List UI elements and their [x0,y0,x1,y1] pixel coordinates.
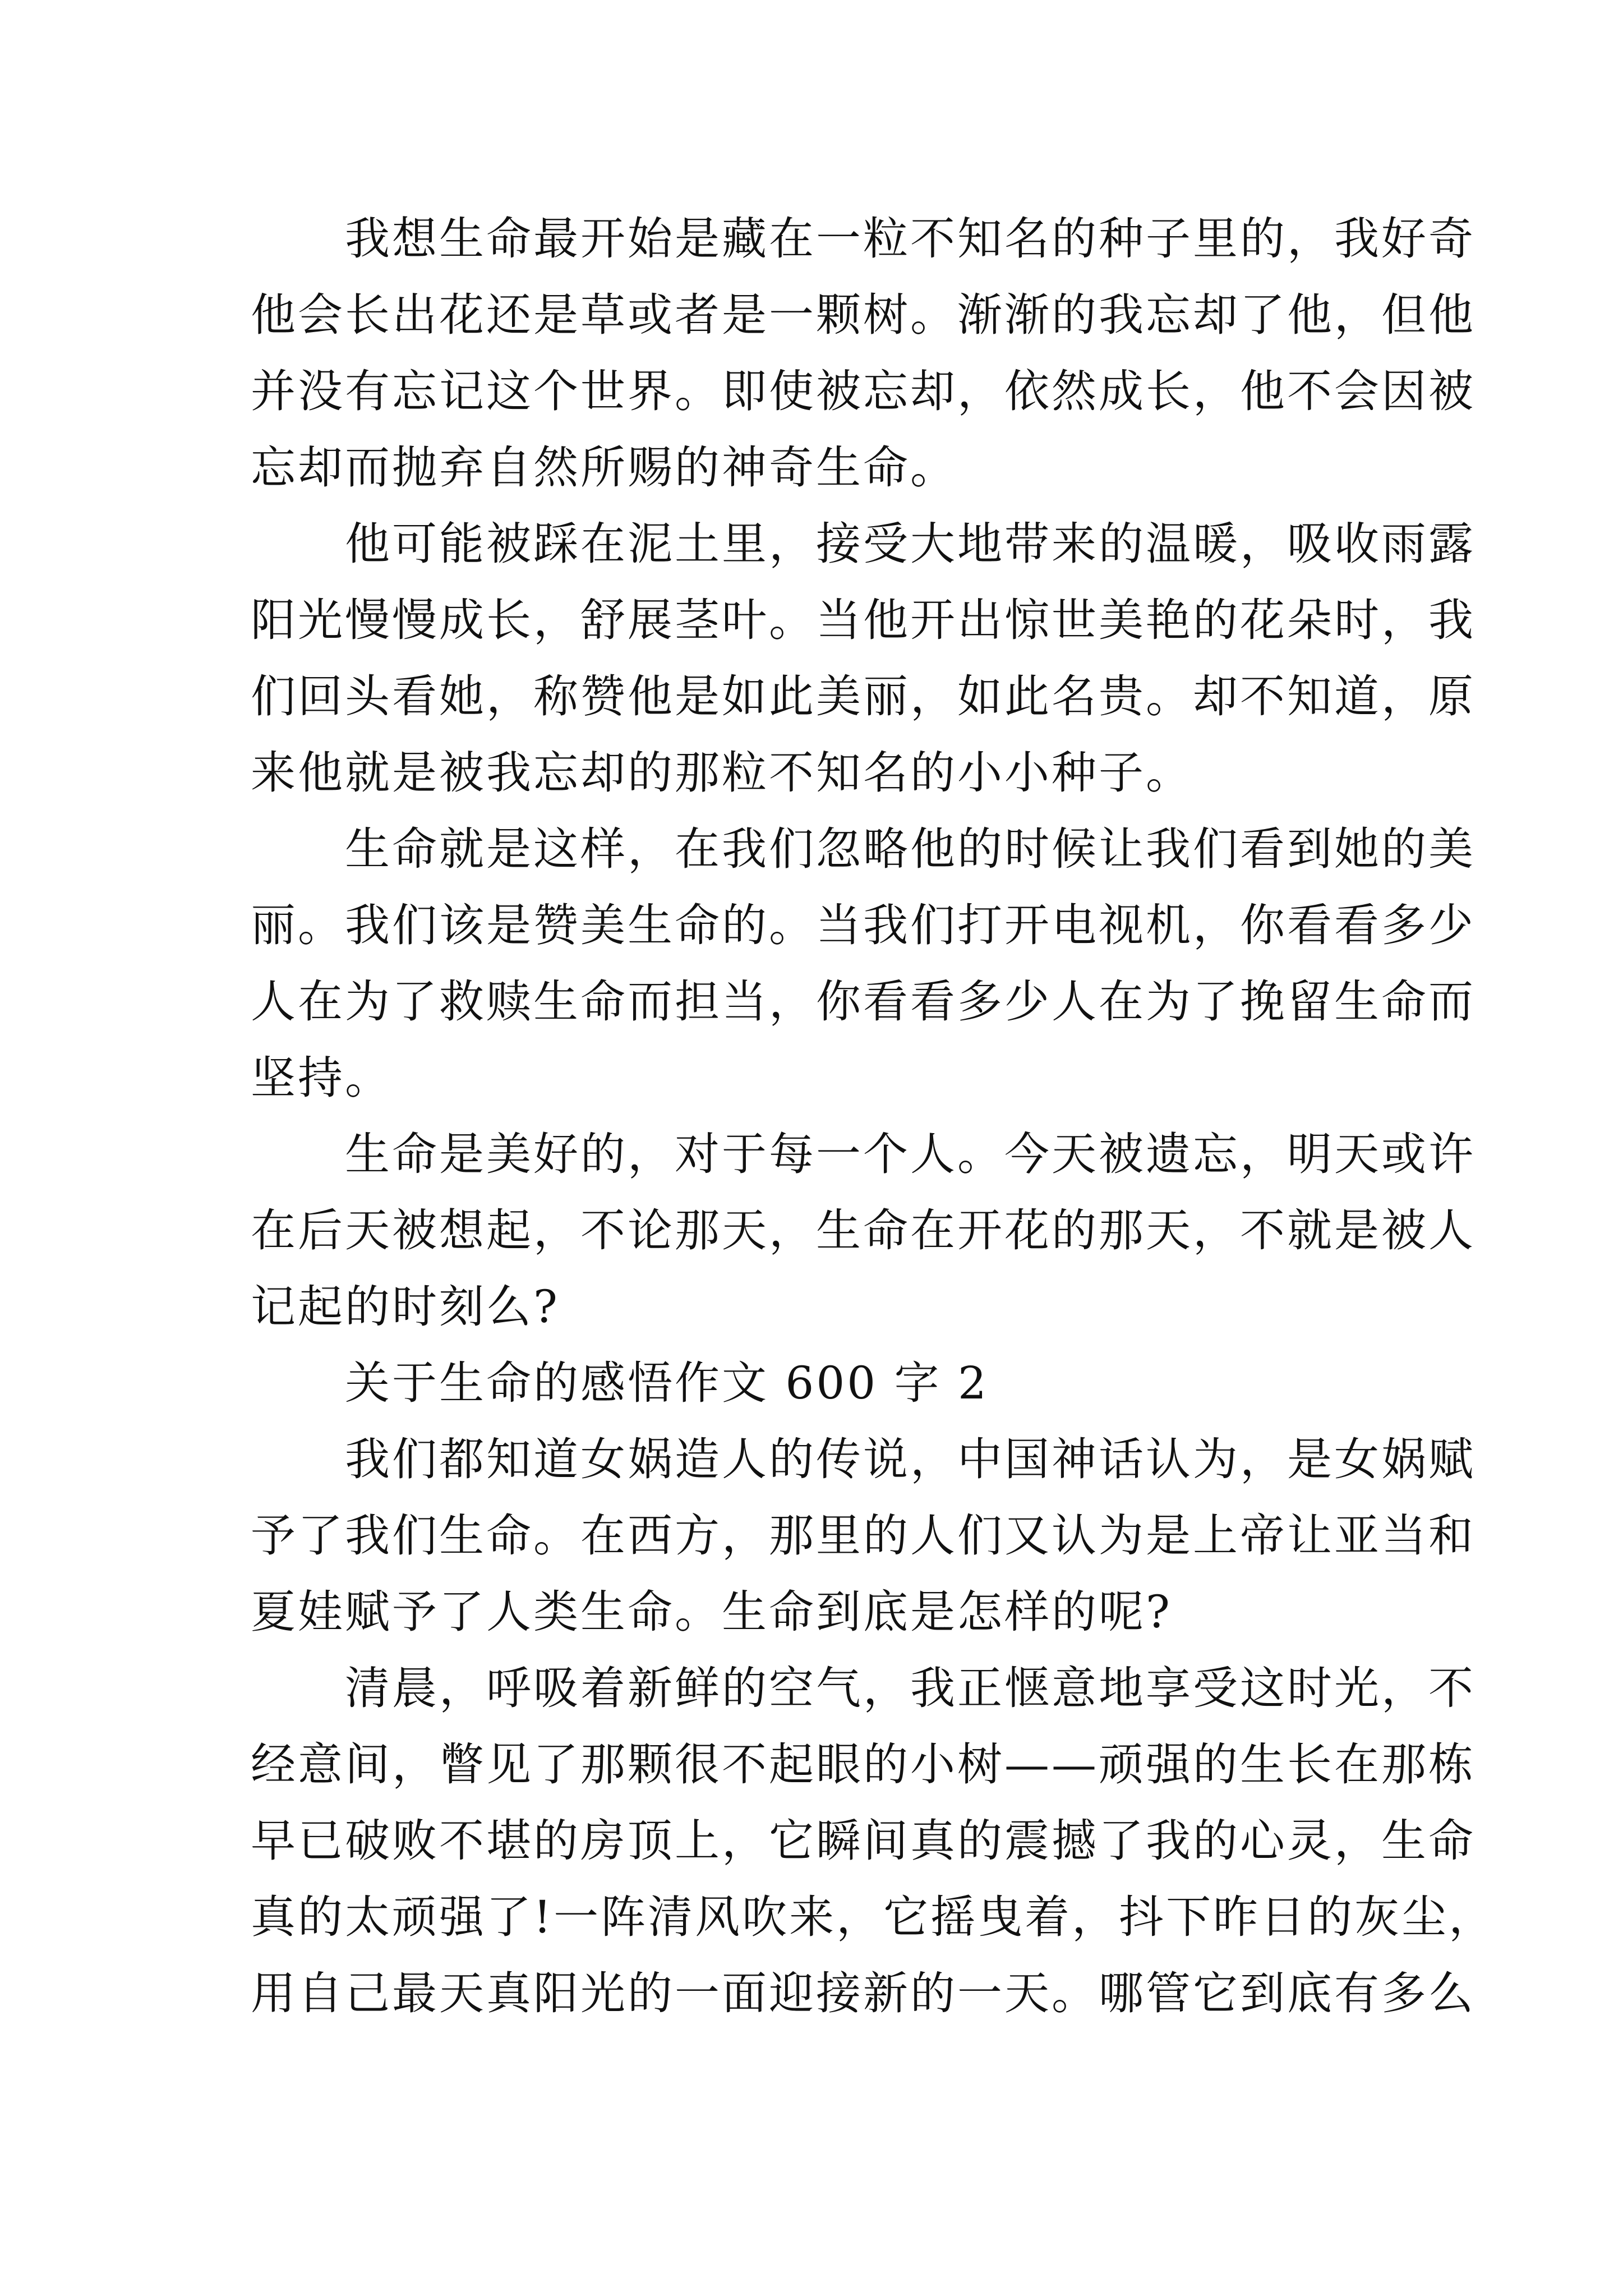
text-line: 真的太顽强了!一阵清风吹来，它摇曳着，抖下昨日的灰尘， [251,1891,1496,1943]
document-body [251,201,1496,2032]
paragraph-3 [251,811,1476,1116]
text-line: 我们都知道女娲造人的传说，中国神话认为，是女娲赋 [345,1433,1476,1485]
text-line: 用自己最天真阳光的一面迎接新的一天。哪管它到底有多么 [251,1967,1476,2019]
text-line: 并没有忘记这个世界。即使被忘却，依然成长，他不会因被 [251,365,1476,417]
text-line: 记起的时刻么? [251,1281,560,1333]
text-line: 人在为了救赎生命而担当，你看看多少人在为了挽留生命而 [251,976,1476,1028]
paragraph-5 [251,1421,1476,1650]
text-line: 在后天被想起，不论那天，生命在开花的那天，不就是被人 [251,1204,1476,1257]
text-line: 来他就是被我忘却的那粒不知名的小小种子。 [251,747,1193,799]
text-line: 生命是美好的，对于每一个人。今天被遗忘，明天或许 [345,1128,1476,1180]
paragraph-1 [251,201,1476,506]
text-line: 清晨，呼吸着新鲜的空气，我正惬意地享受这时光，不 [345,1662,1476,1714]
paragraph-4 [251,1116,1476,1345]
text-line: 忘却而抛弃自然所赐的神奇生命。 [251,441,957,494]
text-line: 予了我们生命。在西方，那里的人们又认为是上帝让亚当和 [251,1510,1476,1562]
text-line: 丽。我们该是赞美生命的。当我们打开电视机，你看看多少 [251,899,1476,951]
paragraph-2 [251,506,1476,811]
text-line: 他会长出花还是草或者是一颗树。渐渐的我忘却了他，但他 [251,289,1476,341]
text-line: 夏娃赋予了人类生命。生命到底是怎样的呢? [251,1586,1172,1638]
text-line: 早已破败不堪的房顶上，它瞬间真的震撼了我的心灵，生命 [251,1815,1476,1867]
text-line: 坚持。 [251,1052,392,1104]
text-line: 生命就是这样，在我们忽略他的时候让我们看到她的美 [345,823,1476,875]
text-line: 他可能被踩在泥土里，接受大地带来的温暖，吸收雨露 [345,518,1476,570]
text-line: 我想生命最开始是藏在一粒不知名的种子里的，我好奇 [345,213,1476,265]
paragraph-6 [251,1650,1496,2032]
text-line: 们回头看她，称赞他是如此美丽，如此名贵。却不知道，原 [251,670,1476,723]
section-heading [251,1345,1384,1421]
heading-line: 关于生命的感悟作文 600 字 2 [345,1357,989,1409]
text-line: 阳光慢慢成长，舒展茎叶。当他开出惊世美艳的花朵时，我 [251,594,1476,646]
text-line: 经意间，瞥见了那颗很不起眼的小树——顽强的生长在那栋 [251,1738,1476,1791]
